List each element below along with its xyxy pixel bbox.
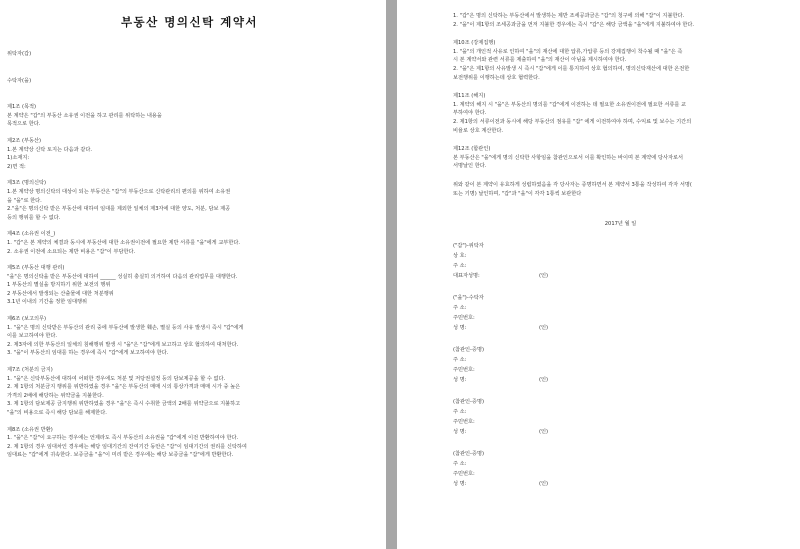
left-line: 1 부동산의 멸실을 방지하기 위한 보전의 행위: [7, 282, 111, 289]
party-block: [453, 397, 788, 437]
signature-block: [453, 241, 788, 489]
right_top-line: 제10조 (강제집행): [453, 40, 496, 47]
document-page-right: [397, 0, 800, 549]
left-line: 1. "을"은 신탁부동산에 대하여 어떠한 경우에도 처분 및 저당권설정 등의 담보제공을 할 수 없다.: [7, 375, 226, 382]
left-line: 1. "갑"은 본 계약의 체결과 동시에 부동산에 대한 소유권이전에 필요한 제반 서류를 "을"에게 교부한다.: [7, 239, 241, 246]
left-line: 을 "을"로 한다.: [7, 197, 42, 204]
party-field: [453, 323, 788, 333]
right_top-line: 부하여야 한다.: [453, 110, 487, 117]
right_top-line: 제12조 (합관인): [453, 146, 491, 153]
left-page-body: [7, 50, 372, 460]
page-gap: [386, 0, 397, 549]
left-line: 제4조 (소유권 이전_): [7, 231, 56, 238]
contract-date: 2017년 월 일: [604, 221, 637, 228]
left-line: 2."을"은 명의신탁 받은 부동산에 대하여 임대를 제외한 일체의 제3자에 대한 양도, 처분, 담보 제공: [7, 206, 231, 213]
party-heading: ("을")-수탁자: [453, 294, 484, 301]
right_top-line: 2. "을"은 제1항의 사유발생 시 즉시 "갑"에게 이를 통지하여 상호 협의하여, 명의신탁재산에 대한 온전한: [453, 65, 690, 72]
party-field-label: 성 명:: [453, 480, 467, 487]
left-line: 이를 보고하여야 한다.: [7, 333, 58, 340]
left-line: 1.본 계약상 신탁 토지는 다음과 같다.: [7, 146, 92, 153]
party-field: [453, 469, 788, 479]
party-heading: (참관인-증명): [453, 450, 484, 457]
party-field: [453, 303, 788, 313]
left-line: 등의 행위를 할 수 없다.: [7, 214, 61, 221]
party-block: [453, 345, 788, 385]
left-line: 1.본 계약상 명의신탁의 대상이 되는 부동산은 "갑"의 부동산으로 신탁관리의 편의를 위하여 소유권: [7, 188, 231, 195]
seal-mark: (인): [539, 480, 549, 487]
right_top-line: 1. "을"의 개인적 사유로 인하여 "을"의 재산에 대한 압류,가압류 등의 강제집행이 착수될 때 "을"은 즉: [453, 48, 683, 55]
party-field-label: 성 명:: [453, 324, 467, 331]
left-line: 제1조 (목적): [7, 104, 37, 111]
party-field-label: 성 명:: [453, 376, 467, 383]
left-line: 1)소재지:: [7, 155, 30, 162]
party-field-label: 주민번호:: [453, 314, 475, 321]
right_top-line: 또는 기명) 날인하며, "갑"과 "을"이 각각 1통씩 보관한다: [453, 190, 582, 197]
left-line: 1. "을"은 "갑"이 요구하는 경우에는 언제라도 즉시 부동산의 소유권을 "갑"에게 이전 반환하여야 한다.: [7, 435, 239, 442]
party-field: [453, 261, 788, 271]
left-line: 3. 제 1항의 담보제공 금지행위 위반하였을 경우 "을"은 즉시 수취한 금액의 2배를 위약금으로 지불하고: [7, 401, 241, 408]
right_top-line: 제11조 (해지): [453, 93, 486, 100]
left-line: 2. 소유권 이전에 소요되는 제반 비용은 "갑"이 부담한다.: [7, 248, 136, 255]
left-line: 위탁자(갑): [7, 51, 32, 57]
right_top-line: 시 본 계약서와 관련 서류를 제출하여 "을"의 재산이 아님을 제시하여야 한다.: [453, 57, 627, 64]
party-field: [453, 251, 788, 261]
party-field: [453, 479, 788, 489]
party-field-label: 성 명:: [453, 428, 467, 435]
left-line: "을"의 비용으로 즉시 해당 담보를 해제한다.: [7, 410, 107, 416]
left-line: 1. "을"은 명의 신탁받은 부동산의 관리 중에 부동산에 발생한 훼손, 멸실 등의 사유 발생시 즉시 "갑"에게: [7, 324, 244, 331]
party-field: [453, 375, 788, 385]
seal-mark: (인): [539, 376, 549, 383]
left-line: 목적으로 한다.: [7, 121, 41, 128]
document-title: 부동산 명의신탁 계약서: [120, 15, 259, 29]
left-line: 2. 제3자에 의한 부동산의 일체의 침해행위 발생 시 "을"은 "갑"에게 보고하고 상호 협의하여 대처한다.: [7, 341, 239, 348]
party-field-label: 주민번호:: [453, 470, 475, 477]
party-field-label: 주민번호:: [453, 418, 475, 425]
left-line: 제6조 (보고의무): [7, 316, 47, 323]
seal-mark: (인): [539, 272, 549, 279]
left-line: "을"은 명의신탁을 받은 부동산에 대하여 ______ 성실히 충실히 의거하여 다음의 관리업무를 대행한다.: [7, 273, 238, 280]
right_top-line: 서명날인 한다.: [453, 163, 487, 170]
left-line: 2. 제 1항의 경우 임대차인 경우에는 해당 임대기간의 잔여기간 동안은 "갑"이 임대기간의 권리를 신탁하여: [7, 443, 247, 450]
left-line: 2)면 적:: [7, 163, 26, 170]
right_top-line: 2. "을"이 제1항의 조세공과금을 먼저 지불한 경우에는 즉시 "갑"은 해당 금액을 "을"에게 지불하여야 한다.: [453, 21, 695, 28]
right_top-line: 본 부동산은 "을"에게 명의 신탁한 사항임을 참관인으로서 이를 확인하는 바이며 본 계약에 당사자로서: [453, 154, 684, 161]
left-line: 임대료는 "갑"에게 귀속한다. 보증금을 "을"이 미리 받은 경우에는 해당 보증금을 "갑"에게 반환한다.: [7, 452, 234, 459]
party-field: [453, 355, 788, 365]
left-line: 3.1년 이내의 기간을 정한 임대행위: [7, 299, 87, 306]
party-field: [453, 271, 788, 281]
left-line: 3. "을"이 부동산의 임대를 하는 경우에 즉시 "갑"에게 보고하여야 한다.: [7, 350, 169, 357]
party-field: [453, 417, 788, 427]
party-field: [453, 313, 788, 323]
right_top-line: 1. 계약의 해지 시 "을"은 부동산의 명의를 "갑"에게 이전하는 데 필요한 소유권이전에 필요한 서류를 교: [453, 101, 687, 108]
right_top-line: 비율로 상호 계산한다.: [453, 127, 504, 134]
party-block: [453, 241, 788, 281]
left-line: 제5조 (부동산 대행 관리): [7, 265, 65, 272]
document-page-left: [0, 0, 386, 549]
right_top-line: 보전행위를 이행하는데 상호 협력한다.: [453, 74, 540, 81]
party-field: [453, 459, 788, 469]
left-line: 2. 제 1항의 처분금지 행위를 위반하였을 경우 "을"은 부동산의 매매 시의 통상가격과 매매 시가 중 높은: [7, 384, 241, 391]
party-field: [453, 365, 788, 375]
left-line: 제7조 (처분의 금지): [7, 367, 53, 374]
party-field-label: 상 호:: [453, 252, 467, 259]
party-heading: (참관인-증명): [453, 398, 484, 405]
party-field-label: 주민번호:: [453, 366, 475, 373]
party-block: [453, 449, 788, 489]
seal-mark: (인): [539, 324, 549, 331]
right-page-body: [453, 12, 788, 198]
right_top-line: 1. "갑"은 명의 신탁하는 부동산에서 발생하는 제반 조세공과금은 "갑"의 청구에 의해 "갑"이 지불한다.: [453, 13, 685, 19]
party-field: [453, 427, 788, 437]
right_top-line: 2. 제1항의 서류이전과 동시에 해당 부동산의 점유를 "갑" 에게 이전하여야 하며, 수익료 및 보수는 기간의: [453, 118, 692, 125]
party-field: [453, 407, 788, 417]
party-field-label: 주 소:: [453, 408, 467, 415]
party-heading: (참관인-증명): [453, 346, 484, 353]
seal-mark: (인): [539, 428, 549, 435]
left-line: 본 계약은 "갑"의 부동산 소유권 이전을 하고 관리를 위탁하는 내용을: [7, 112, 162, 119]
left-line: 수탁자(을): [7, 77, 32, 84]
left-line: 제3조 (명의신탁): [7, 180, 47, 187]
party-field-label: 주 소:: [453, 304, 467, 311]
left-line: 제8조 (소유권 반환): [7, 426, 53, 433]
party-field-label: 주 소:: [453, 356, 467, 363]
right_top-line: 위와 같이 본 계약이 유효하게 성립하였음을 각 당사자는 증명하면서 본 계약서 3통을 작성하여 각자 서명(: [453, 181, 692, 188]
left-line: 가격의 2배에 해당하는 위약금을 지불한다.: [7, 392, 104, 399]
party-field-label: 주 소:: [453, 460, 467, 467]
party-heading: ("갑")-위탁자: [453, 242, 484, 249]
party-block: [453, 293, 788, 333]
left-line: 제2조 (부동산): [7, 137, 42, 144]
party-field-label: 주 소:: [453, 262, 467, 269]
left-line: 2 부동산에서 발생되는 산출물에 대한 처분행위: [7, 290, 114, 297]
party-field-label: 대표자성명:: [453, 272, 480, 279]
